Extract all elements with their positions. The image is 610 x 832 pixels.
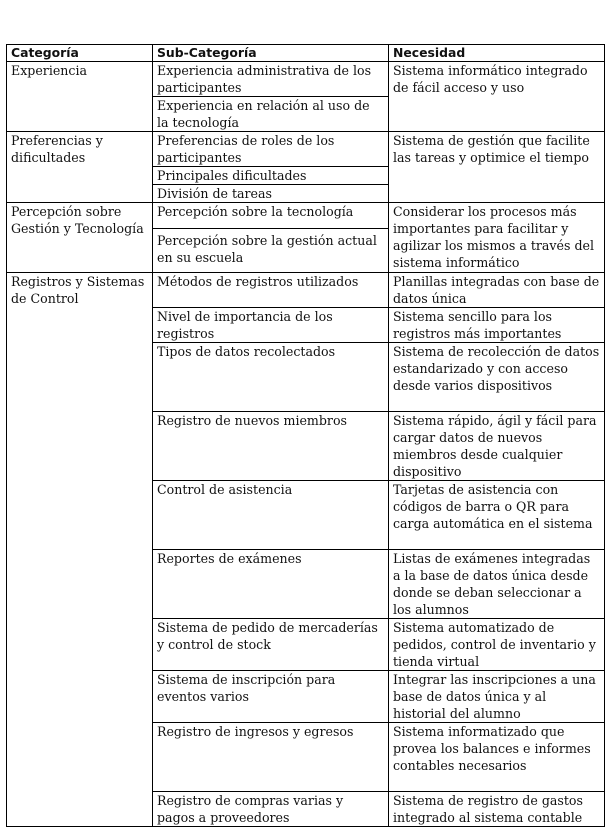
subcategory-cell: Registro de compras varias y pagos a proveedores bbox=[153, 792, 389, 827]
subcategory-cell: Experiencia administrativa de los participantes bbox=[153, 62, 389, 97]
need-cell: Sistema de gestión que facilite las tareas y optimice el tiempo bbox=[389, 132, 605, 203]
subcategory-cell: Preferencias de roles de los participantes bbox=[153, 132, 389, 167]
table-row bbox=[7, 273, 605, 308]
subcategory-cell: Percepción sobre la tecnología bbox=[153, 203, 389, 229]
subcategory-cell: División de tareas bbox=[153, 185, 389, 203]
need-cell: Sistema informático integrado de fácil acceso y uso bbox=[389, 62, 605, 132]
need-cell: Sistema de registro de gastos integrado al sistema contable bbox=[389, 792, 605, 827]
header-need: Necesidad bbox=[389, 45, 605, 62]
need-cell: Sistema sencillo para los registros más importantes bbox=[389, 308, 605, 343]
need-cell: Sistema informatizado que provea los balances e informes contables necesarios bbox=[389, 723, 605, 792]
category-cell: Preferencias y dificultades bbox=[7, 132, 153, 203]
needs-table bbox=[6, 44, 605, 827]
need-cell: Planillas integradas con base de datos única bbox=[389, 273, 605, 308]
need-cell: Tarjetas de asistencia con códigos de barra o QR para carga automática en el sistema bbox=[389, 481, 605, 550]
subcategory-cell: Registro de ingresos y egresos bbox=[153, 723, 389, 792]
need-cell: Listas de exámenes integradas a la base de datos única desde donde se deban seleccionar a los alumnos bbox=[389, 550, 605, 619]
need-cell: Considerar los procesos más importantes para facilitar y agilizar los mismos a través del sistema informático bbox=[389, 203, 605, 273]
subcategory-cell: Control de asistencia bbox=[153, 481, 389, 550]
header-subcategory: Sub-Categoría bbox=[153, 45, 389, 62]
subcategory-cell: Percepción sobre la gestión actual en su escuela bbox=[153, 229, 389, 273]
subcategory-cell: Registro de nuevos miembros bbox=[153, 412, 389, 481]
need-cell: Integrar las inscripciones a una base de datos única y al historial del alumno bbox=[389, 671, 605, 723]
subcategory-cell: Métodos de registros utilizados bbox=[153, 273, 389, 308]
table-row bbox=[7, 62, 605, 97]
table-row bbox=[7, 132, 605, 167]
subcategory-cell: Experiencia en relación al uso de la tecnología bbox=[153, 97, 389, 132]
category-cell: Percepción sobre Gestión y Tecnología bbox=[7, 203, 153, 273]
need-cell: Sistema rápido, ágil y fácil para cargar datos de nuevos miembros desde cualquier dispositivo bbox=[389, 412, 605, 481]
table-row bbox=[7, 203, 605, 229]
subcategory-cell: Principales dificultades bbox=[153, 167, 389, 185]
need-cell: Sistema automatizado de pedidos, control de inventario y tienda virtual bbox=[389, 619, 605, 671]
need-cell: Sistema de recolección de datos estandarizado y con acceso desde varios dispositivos bbox=[389, 343, 605, 412]
subcategory-cell: Nivel de importancia de los registros bbox=[153, 308, 389, 343]
subcategory-cell: Sistema de pedido de mercaderías y control de stock bbox=[153, 619, 389, 671]
category-cell: Registros y Sistemas de Control bbox=[7, 273, 153, 827]
header-row bbox=[7, 45, 605, 62]
subcategory-cell: Sistema de inscripción para eventos varios bbox=[153, 671, 389, 723]
subcategory-cell: Reportes de exámenes bbox=[153, 550, 389, 619]
subcategory-cell: Tipos de datos recolectados bbox=[153, 343, 389, 412]
category-cell: Experiencia bbox=[7, 62, 153, 132]
header-category: Categoría bbox=[7, 45, 153, 62]
